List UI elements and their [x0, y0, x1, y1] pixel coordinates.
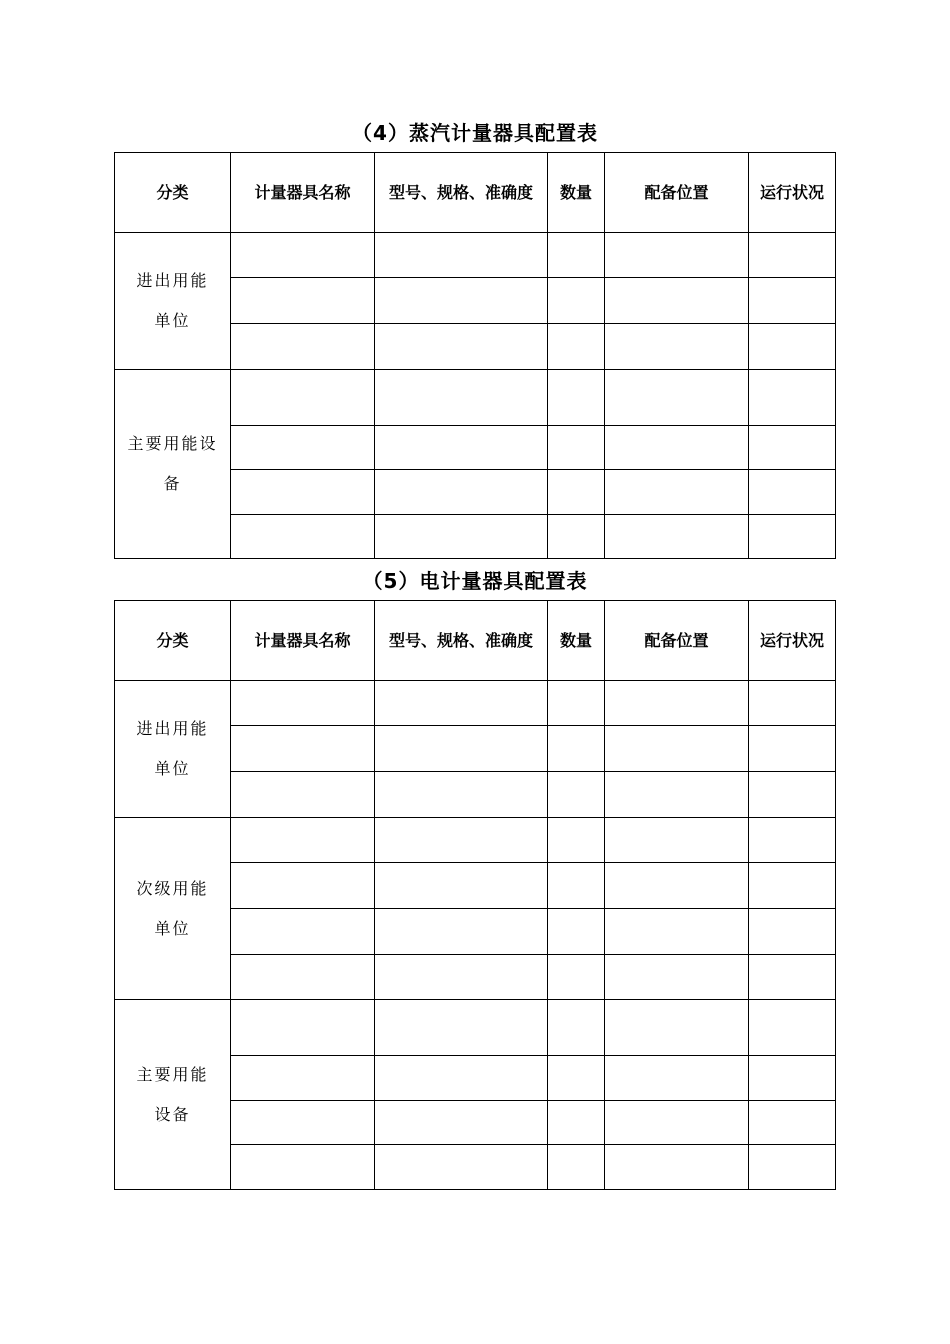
cell[interactable]: [231, 1145, 375, 1190]
category-label: 进出用能单位: [136, 719, 209, 778]
cell[interactable]: [548, 1056, 605, 1101]
cell[interactable]: [749, 1056, 836, 1101]
cell[interactable]: [548, 1000, 605, 1056]
cell[interactable]: [605, 324, 749, 370]
cell[interactable]: [548, 1145, 605, 1190]
cell[interactable]: [548, 324, 605, 370]
category-cell: [115, 1000, 231, 1190]
header-location: 配备位置: [605, 601, 749, 681]
cell[interactable]: [375, 1000, 548, 1056]
cell[interactable]: [749, 726, 836, 772]
cell[interactable]: [605, 772, 749, 818]
cell[interactable]: [605, 726, 749, 772]
cell[interactable]: [749, 1145, 836, 1190]
header-model-spec-text: 型号、规格、准确度: [388, 182, 533, 202]
category-label: 主要用能设备: [136, 1064, 209, 1124]
cell[interactable]: [375, 370, 548, 426]
cell[interactable]: [375, 818, 548, 863]
table5-title: （5）电计量器具配置表: [362, 569, 588, 593]
table-row: [115, 818, 836, 863]
header-instrument-name: 计量器具名称: [231, 153, 375, 233]
cell[interactable]: [548, 426, 605, 470]
table-row: [115, 233, 836, 278]
cell[interactable]: [231, 426, 375, 470]
header-instrument-name: 计量器具名称: [231, 601, 375, 681]
cell[interactable]: [749, 370, 836, 426]
cell[interactable]: [375, 1101, 548, 1145]
cell[interactable]: [231, 233, 375, 278]
cell[interactable]: [231, 324, 375, 370]
cell[interactable]: [749, 470, 836, 515]
cell[interactable]: [231, 726, 375, 772]
cell[interactable]: [231, 818, 375, 863]
cell[interactable]: [548, 515, 605, 559]
header-row: [115, 601, 836, 681]
cell[interactable]: [605, 818, 749, 863]
cell[interactable]: [231, 515, 375, 559]
cell[interactable]: [231, 681, 375, 726]
header-status: 运行状况: [749, 153, 836, 233]
cell[interactable]: [749, 278, 836, 324]
cell[interactable]: [749, 909, 836, 955]
cell[interactable]: [375, 681, 548, 726]
cell[interactable]: [375, 1056, 548, 1101]
cell[interactable]: [231, 1000, 375, 1056]
electric-meter-table: [114, 600, 836, 1190]
header-category: 分类: [115, 153, 231, 233]
cell[interactable]: [605, 955, 749, 1000]
cell[interactable]: [231, 278, 375, 324]
cell[interactable]: [548, 726, 605, 772]
cell[interactable]: [231, 470, 375, 515]
cell[interactable]: [605, 515, 749, 559]
cell[interactable]: [605, 233, 749, 278]
cell[interactable]: [605, 278, 749, 324]
cell[interactable]: [749, 515, 836, 559]
category-cell: [115, 370, 231, 559]
cell[interactable]: [605, 681, 749, 726]
table-row: [115, 370, 836, 426]
category-cell: [115, 681, 231, 818]
cell[interactable]: [375, 955, 548, 1000]
table-row: [115, 1000, 836, 1056]
cell[interactable]: [548, 470, 605, 515]
category-cell: [115, 233, 231, 370]
cell[interactable]: [548, 1101, 605, 1145]
cell[interactable]: [375, 426, 548, 470]
cell[interactable]: [548, 955, 605, 1000]
cell[interactable]: [375, 324, 548, 370]
category-label: 进出用能单位: [136, 271, 209, 330]
cell[interactable]: [375, 1145, 548, 1190]
cell[interactable]: [749, 1101, 836, 1145]
cell[interactable]: [605, 1145, 749, 1190]
cell[interactable]: [749, 1000, 836, 1056]
cell[interactable]: [375, 726, 548, 772]
header-model-spec-text: 型号、规格、准确度: [388, 630, 533, 650]
header-model-spec: [375, 601, 548, 681]
header-location: 配备位置: [605, 153, 749, 233]
cell[interactable]: [548, 818, 605, 863]
cell[interactable]: [548, 863, 605, 909]
cell[interactable]: [375, 233, 548, 278]
cell[interactable]: [231, 1056, 375, 1101]
cell[interactable]: [749, 324, 836, 370]
category-cell: [115, 818, 231, 1000]
cell[interactable]: [605, 1000, 749, 1056]
cell[interactable]: [231, 909, 375, 955]
cell[interactable]: [375, 515, 548, 559]
category-label: 主要用能设备: [127, 434, 218, 493]
header-quantity: 数量: [548, 601, 605, 681]
cell[interactable]: [749, 426, 836, 470]
cell[interactable]: [605, 470, 749, 515]
header-status: 运行状况: [749, 601, 836, 681]
cell[interactable]: [548, 278, 605, 324]
cell[interactable]: [231, 863, 375, 909]
cell[interactable]: [749, 818, 836, 863]
cell[interactable]: [231, 370, 375, 426]
cell[interactable]: [548, 909, 605, 955]
cell[interactable]: [231, 772, 375, 818]
cell[interactable]: [605, 370, 749, 426]
cell[interactable]: [749, 772, 836, 818]
cell[interactable]: [548, 772, 605, 818]
steam-meter-table: [114, 152, 836, 559]
header-row: [115, 153, 836, 233]
table-row: [115, 681, 836, 726]
header-quantity: 数量: [548, 153, 605, 233]
cell[interactable]: [548, 370, 605, 426]
cell[interactable]: [605, 863, 749, 909]
cell[interactable]: [375, 278, 548, 324]
cell[interactable]: [231, 955, 375, 1000]
cell[interactable]: [605, 1056, 749, 1101]
cell[interactable]: [749, 863, 836, 909]
cell[interactable]: [231, 1101, 375, 1145]
category-label: 次级用能单位: [136, 878, 209, 938]
cell[interactable]: [605, 909, 749, 955]
cell[interactable]: [749, 955, 836, 1000]
cell[interactable]: [548, 233, 605, 278]
cell[interactable]: [375, 863, 548, 909]
cell[interactable]: [375, 470, 548, 515]
cell[interactable]: [375, 772, 548, 818]
cell[interactable]: [548, 681, 605, 726]
cell[interactable]: [749, 681, 836, 726]
table4-title: （4）蒸汽计量器具配置表: [352, 121, 598, 145]
cell[interactable]: [375, 909, 548, 955]
header-category: 分类: [115, 601, 231, 681]
header-model-spec: [375, 153, 548, 233]
cell[interactable]: [749, 233, 836, 278]
cell[interactable]: [605, 426, 749, 470]
cell[interactable]: [605, 1101, 749, 1145]
